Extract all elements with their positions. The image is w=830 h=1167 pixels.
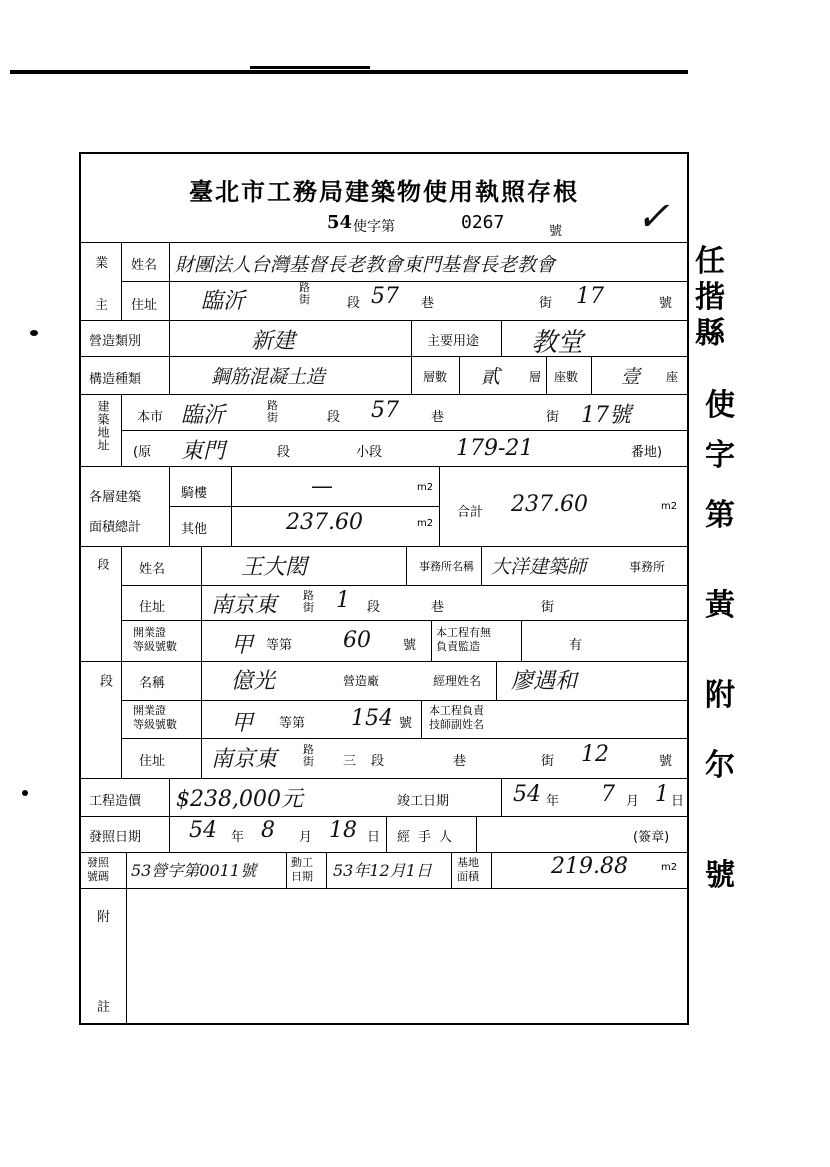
- col-line: [326, 852, 327, 888]
- arcade-label: 騎樓: [181, 486, 208, 501]
- count-unit: 座: [666, 370, 679, 384]
- site-area-value: 219.88: [551, 854, 628, 879]
- col-line: [231, 466, 232, 546]
- row-line: [121, 281, 689, 282]
- construction-type-value: 新建: [251, 329, 296, 354]
- col-line: [121, 546, 122, 778]
- area-label-2: 面積總計: [89, 520, 142, 535]
- row-line: [81, 242, 689, 243]
- issue-year-label: 年: [231, 830, 245, 845]
- completion-month: 7: [601, 782, 615, 807]
- architect-office-suffix: 事務所: [629, 560, 666, 574]
- row-line: [81, 852, 689, 853]
- contractor-manager-label: 經理姓名: [433, 674, 482, 688]
- col-line: [411, 320, 412, 394]
- construction-type-label: 營造類別: [89, 334, 142, 349]
- owner-road-label: 路 街: [299, 281, 310, 306]
- row-line: [81, 320, 689, 321]
- completion-label: 竣工日期: [397, 794, 450, 809]
- col-line: [451, 852, 452, 888]
- col-line: [406, 546, 407, 585]
- col-line: [169, 466, 170, 546]
- col-line: [521, 620, 522, 661]
- site-lane-label: 巷: [431, 410, 445, 425]
- contractor-section-label: 段: [371, 754, 385, 769]
- architect-license-label: 開業證 等級號數: [133, 626, 177, 653]
- row-line: [81, 661, 689, 662]
- other-label: 其他: [181, 522, 208, 537]
- row-line: [81, 356, 689, 357]
- total-unit: m2: [661, 501, 678, 512]
- col-line: [421, 700, 422, 738]
- issue-label: 發照日期: [89, 830, 142, 845]
- architect-license-suffix: 號: [403, 638, 417, 653]
- col-line: [491, 852, 492, 888]
- contractor-license-mid: 等第: [279, 716, 306, 731]
- owner-name-label: 姓名: [131, 258, 158, 273]
- site-section-seg: 段: [327, 410, 341, 425]
- contractor-name-value: 億光: [231, 669, 276, 694]
- col-line: [169, 320, 170, 394]
- architect-section-label: 段: [367, 600, 381, 615]
- scan-edge-top-2: [250, 66, 370, 69]
- permit-year: 54: [327, 212, 353, 233]
- owner-name-value: 財團法人台灣基督長老教會東門基督長老教會: [175, 254, 556, 276]
- contractor-license-label: 開業證 等級號數: [133, 704, 177, 731]
- total-label: 合計: [457, 505, 484, 520]
- col-line: [591, 356, 592, 394]
- area-label-1: 各層建築: [89, 490, 142, 505]
- completion-day: 1: [655, 782, 669, 807]
- side-margin-char: 字: [705, 438, 735, 473]
- owner-section-label: 業: [95, 256, 109, 271]
- side-margin-char: 號: [705, 858, 735, 893]
- count-value: 壹: [621, 366, 641, 388]
- side-margin-char: 附: [705, 678, 735, 713]
- contractor-address-value: 南京東: [211, 747, 278, 772]
- structure-type-value: 鋼筋混凝土造: [211, 366, 326, 388]
- contractor-number-label: 號: [659, 754, 673, 769]
- col-line: [546, 356, 547, 394]
- owner-section-label: 主: [95, 298, 109, 313]
- col-line: [286, 852, 287, 888]
- cost-value: $238,000元: [176, 787, 303, 812]
- site-orig-prefix: (原: [133, 445, 152, 460]
- architect-office-label: 事務所名稱: [419, 560, 474, 573]
- permit-form: [79, 152, 689, 1025]
- remarks-label-bottom: 註: [97, 1000, 111, 1015]
- issue-day-label: 日: [367, 830, 381, 845]
- row-line: [81, 778, 689, 779]
- row-line: [121, 430, 689, 431]
- architect-address-label: 住址: [139, 600, 166, 615]
- scan-edge-top: [10, 70, 688, 74]
- architect-section-label: 段: [96, 558, 110, 571]
- arcade-unit: m2: [417, 482, 434, 493]
- contractor-street-label: 街: [541, 754, 555, 769]
- completion-month-label: 月: [626, 794, 640, 809]
- main-use-label: 主要用途: [427, 334, 480, 349]
- completion-day-label: 日: [671, 794, 685, 809]
- issue-day: 18: [329, 818, 357, 843]
- side-margin-char: 第: [705, 498, 735, 533]
- scan-dot: [30, 330, 38, 336]
- contractor-tech-label: 本工程負責 技師副姓名: [429, 704, 484, 731]
- permit-number: 0267: [461, 212, 505, 233]
- owner-lane-label: 巷: [421, 296, 435, 311]
- col-line: [169, 816, 170, 852]
- col-line: [126, 852, 127, 888]
- site-road-value: 臨沂: [181, 403, 226, 428]
- col-line: [121, 394, 122, 466]
- site-road-label: 路 街: [267, 399, 278, 424]
- remarks-label-top: 附: [97, 910, 111, 925]
- owner-section-seg: 段: [347, 296, 361, 311]
- site-orig-section: 東門: [181, 439, 226, 464]
- contractor-license-no: 154: [351, 706, 393, 731]
- contractor-name-label: 名稱: [139, 676, 166, 691]
- form-title: 臺北市工務局建築物使用執照存根: [189, 177, 579, 206]
- architect-license-no: 60: [343, 628, 371, 653]
- contractor-number-value: 12: [581, 742, 609, 767]
- site-lot-value: 179-21: [456, 436, 534, 461]
- row-line: [121, 620, 689, 621]
- col-line: [386, 816, 387, 852]
- col-line: [431, 620, 432, 661]
- side-margin-char: 縣: [695, 316, 725, 351]
- permit-prefix: 使字第: [353, 219, 395, 235]
- owner-lane-value: 57: [371, 284, 399, 309]
- site-area-unit: m2: [661, 862, 678, 873]
- owner-road-value: 臨沂: [201, 289, 246, 314]
- check-mark: ✓: [636, 194, 670, 240]
- site-city-label: 本市: [137, 410, 164, 425]
- row-line: [81, 546, 689, 547]
- contractor-lane-label: 巷: [453, 754, 467, 769]
- contractor-manager-value: 廖遇和: [511, 669, 578, 694]
- site-street-label: 街: [546, 410, 560, 425]
- site-lane-value: 57: [371, 398, 399, 423]
- contractor-section-label: 段: [97, 674, 112, 697]
- arcade-value: —: [311, 474, 333, 499]
- architect-street-label: 街: [541, 600, 555, 615]
- contractor-name-suffix: 營造廠: [343, 674, 380, 688]
- row-line: [81, 888, 689, 889]
- contractor-license-grade: 甲: [231, 711, 254, 736]
- total-value: 237.60: [511, 492, 588, 517]
- start-value: 53年12月1日: [333, 861, 432, 880]
- completion-year-label: 年: [546, 794, 560, 809]
- col-line: [481, 546, 482, 585]
- site-orig-subsection-label: 小段: [356, 445, 383, 460]
- architect-section-value: 1: [336, 588, 350, 613]
- main-use-value: 教堂: [531, 328, 584, 358]
- col-line: [476, 816, 477, 852]
- issue-year: 54: [189, 818, 217, 843]
- signature-label: (簽章): [633, 830, 670, 845]
- row-line: [121, 700, 689, 701]
- issue-month: 8: [261, 818, 275, 843]
- row-line: [81, 816, 689, 817]
- col-line: [501, 778, 502, 816]
- owner-number-value: 17: [576, 284, 604, 309]
- architect-name-label: 姓名: [139, 562, 166, 577]
- site-orig-section-label: 段: [277, 445, 291, 460]
- contractor-section-value: 三: [343, 754, 357, 769]
- cost-label: 工程造價: [89, 794, 142, 809]
- contractor-license-suffix: 號: [399, 716, 413, 731]
- side-margin-char: 任: [695, 244, 725, 279]
- col-line: [121, 242, 122, 320]
- scan-dot: [22, 790, 28, 796]
- architect-office-value: 大洋建築師: [491, 556, 587, 578]
- start-label: 動工 日期: [291, 856, 313, 883]
- col-line: [459, 356, 460, 394]
- owner-number-label: 號: [659, 296, 673, 311]
- owner-address-label: 住址: [131, 298, 158, 313]
- side-margin-char: 揩: [695, 280, 725, 315]
- col-line: [169, 778, 170, 816]
- col-line: [169, 242, 170, 320]
- building-permit-value: 53營字第0011號: [131, 861, 257, 880]
- row-line: [121, 585, 689, 586]
- row-line: [81, 394, 689, 395]
- col-line: [496, 661, 497, 700]
- col-line: [439, 466, 440, 546]
- architect-license-mid: 等第: [266, 638, 293, 653]
- site-area-label: 基地 面積: [457, 856, 479, 883]
- handler-label: 經手人: [397, 830, 461, 845]
- site-number-value: 17號: [581, 403, 631, 428]
- architect-road-label: 路 街: [303, 589, 314, 614]
- site-lot-label: 番地): [631, 445, 663, 460]
- floors-value: 貳: [481, 366, 501, 388]
- col-line: [501, 320, 502, 356]
- row-line: [121, 738, 689, 739]
- architect-responsible-label: 本工程有無 負責監造: [436, 626, 491, 653]
- col-line: [201, 546, 202, 778]
- permit-suffix: 號: [549, 224, 563, 239]
- other-value: 237.60: [286, 510, 363, 535]
- completion-year: 54: [513, 782, 541, 807]
- architect-name-value: 王大閎: [241, 555, 308, 580]
- contractor-road-label: 路 街: [303, 743, 314, 768]
- row-line: [169, 506, 439, 507]
- other-unit: m2: [417, 518, 434, 529]
- structure-type-label: 構造種類: [89, 372, 142, 387]
- side-margin-char: 尔: [705, 748, 735, 783]
- issue-month-label: 月: [299, 830, 313, 845]
- site-section-label: 建築地址: [96, 400, 110, 452]
- col-line: [126, 888, 127, 1025]
- architect-lane-label: 巷: [431, 600, 445, 615]
- side-margin-char: 使: [705, 388, 735, 423]
- side-margin-char: 黃: [705, 588, 735, 623]
- row-line: [81, 466, 689, 467]
- owner-street-label: 街: [539, 296, 553, 311]
- architect-address-value: 南京東: [211, 593, 278, 618]
- count-label: 座數: [554, 370, 579, 384]
- building-permit-label: 發照 號碼: [87, 856, 109, 883]
- floors-label: 層數: [423, 370, 448, 384]
- architect-responsible-value: 有: [569, 638, 583, 653]
- architect-license-grade: 甲: [231, 633, 254, 658]
- floors-unit: 層: [529, 370, 542, 384]
- contractor-address-label: 住址: [139, 754, 166, 769]
